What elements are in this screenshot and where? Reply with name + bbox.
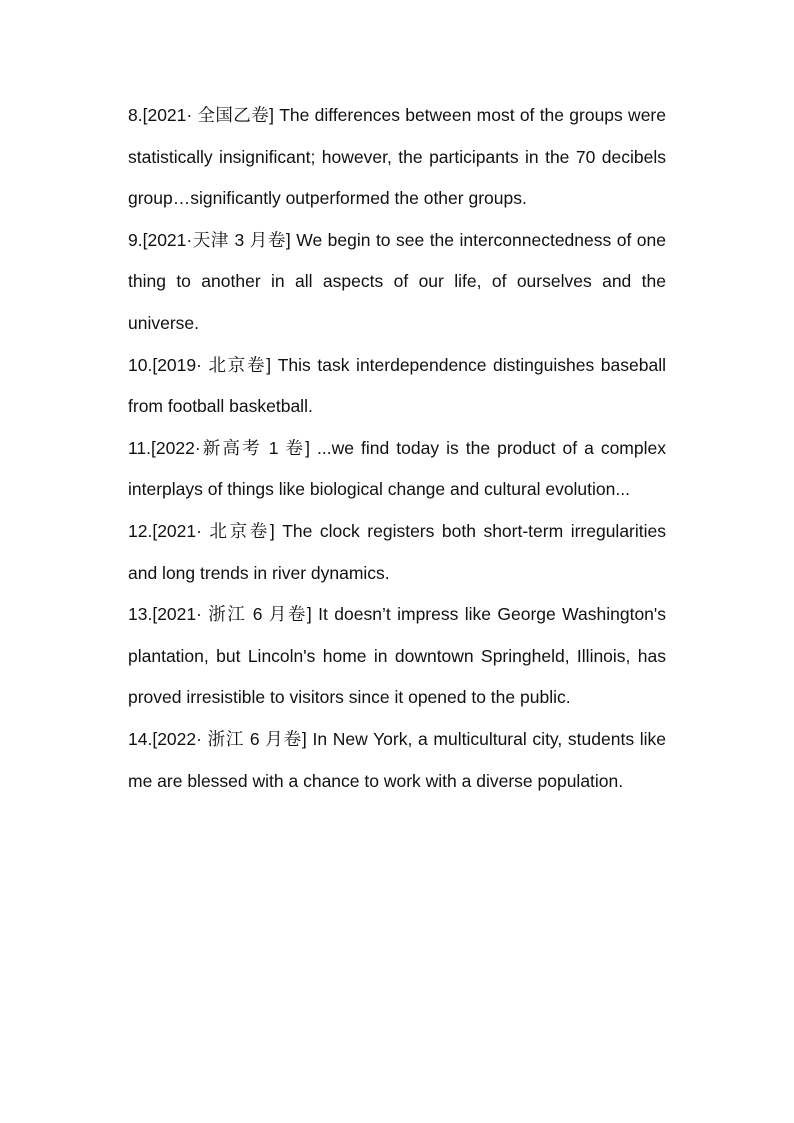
sentence-item-8: 8.[2021· 全国乙卷] The differences between most of the groups were statistically insignificant; however, the participants in the 70 decibels group…significantly outperformed the other groups. <box>128 105 666 209</box>
sentence-item-14: 14.[2022· 浙江 6 月卷] In New York, a multicultural city, students like me are blessed with a chance to work with a diverse population. <box>128 728 666 791</box>
sentence-item-9: 9.[2021·天津 3 月卷] We begin to see the interconnectedness of one thing to another in all aspects of our life, of ourselves and the universe. <box>128 229 666 333</box>
sentence-item-11: 11.[2022·新高考 1 卷] ...we find today is the product of a complex interplays of things like biological change and cultural evolution... <box>128 437 666 500</box>
sentence-item-13: 13.[2021· 浙江 6 月卷] It doesn’t impress like George Washington's plantation, but Lincoln's home in downtown Springheld, Illinois, has proved irresistible to visitors since it opened to the public. <box>128 604 666 708</box>
sentence-item-10: 10.[2019· 北京卷] This task interdependence distinguishes baseball from football basketball. <box>128 354 666 417</box>
document-body <box>128 95 666 802</box>
sentence-item-12: 12.[2021· 北京卷] The clock registers both short-term irregularities and long trends in river dynamics. <box>128 520 666 583</box>
